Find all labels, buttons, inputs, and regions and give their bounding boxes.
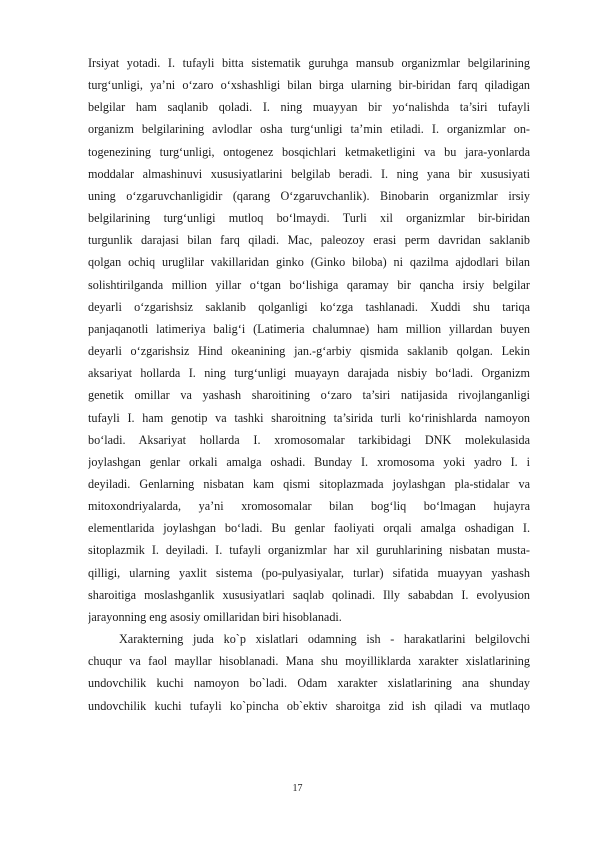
paragraph-heredity bbox=[88, 52, 530, 628]
text-line: joylashgan genlar orkali amalga oshadi. Bunday I. xromosoma yoki yadro I. i bbox=[88, 454, 530, 469]
text-line: qolgan ochiq uruglilar vakillaridan ginko (Ginko biloba) ni qazilma ajdodlari bilan bbox=[88, 255, 530, 270]
text-line: deyarli o‘zgarishsiz saklanib qolganligi ko‘zga tashlanadi. Xuddi shu tariqa bbox=[88, 299, 530, 314]
text-line: togenezining turg‘unligi, ontogenez bosqichlari ketmaketligini va bu jara-yonlarda bbox=[88, 144, 530, 159]
text-line: sitoplazmik I. deyiladi. I. tufayli organizmlar har xil guruhlarining nisbatan musta- bbox=[88, 543, 530, 558]
paragraph-character-traits bbox=[88, 628, 530, 717]
text-line: moddalar almashinuvi xususiyatlarini belgilab beradi. I. ning yana bir xususiyati bbox=[88, 166, 530, 181]
text-line: uning o‘zgaruvchanligidir (qarang O‘zgaruvchanlik). Binobarin organizmlar irsiy bbox=[88, 188, 530, 203]
text-line: Xarakterning juda ko`p xislatlari odamning ish - harakatlarini belgilovchi bbox=[119, 632, 530, 647]
text-line: undovchilik kuchi namoyon bo`ladi. Odam xarakter xislatlarining ana shunday bbox=[88, 676, 530, 691]
text-line: belgilar ham saqlanib qoladi. I. ning muayyan bir yo‘nalishda ta’siri tufayli bbox=[88, 100, 530, 115]
text-line: aksariyat hollarda I. ning turg‘unligi muayayn darajada nisbiy bo‘ladi. Organizm bbox=[88, 366, 530, 381]
text-line: tufayli I. ham genotip va tashki sharoitning ta’sirida turli ko‘rinishlarda namoyon bbox=[88, 410, 530, 425]
text-line: Irsiyat yotadi. I. tufayli bitta sistematik guruhga mansub organizmlar belgilarining bbox=[88, 56, 530, 70]
text-line: elementlarida joylashgan bo‘ladi. Bu genlar faoliyati orqali amalga oshadigan I. bbox=[88, 521, 530, 536]
page-number: 17 bbox=[292, 783, 303, 794]
text-line: solishtirilganda million yillar o‘tgan bo‘lishiga qaramay bir qancha irsiy belgilar bbox=[88, 277, 530, 292]
text-line: turg‘unligi, ya’ni o‘zaro o‘xshashligi bilan birga ularning bir-biridan farq qiladigan bbox=[88, 78, 530, 93]
text-line: jarayonning eng asosiy omillaridan biri hisoblanadi. bbox=[88, 609, 342, 624]
text-line: deyarli o‘zgarishsiz Hind okeanining jan.-g‘arbiy qismida saklanib qolgan. Lekin bbox=[88, 344, 530, 359]
text-line: bo‘ladi. Aksariyat hollarda I. xromosomalar tarkibidagi DNK molekulasida bbox=[88, 432, 530, 447]
text-line: turgunlik darajasi bilan farq qiladi. Mac, paleozoy erasi perm davridan saklanib bbox=[88, 233, 530, 248]
text-line: chuqur va faol mayllar hisoblanadi. Mana shu moyilliklarda xarakter xislatlarining bbox=[88, 654, 530, 669]
text-line: sharoitiga moslashganlik xususiyatlari saqlab qolinadi. Illy sababdan I. evolyusion bbox=[88, 587, 530, 602]
text-line: deyiladi. Genlarning nisbatan kam qismi sitoplazmada joylashgan pla-stidalar va bbox=[88, 476, 530, 491]
text-line: belgilarining turg‘unligi mutloq bo‘lmaydi. Turli xil organizmlar bir-biridan bbox=[88, 211, 530, 226]
text-line: panjaqanotli latimeriya balig‘i (Latimeria chalumnae) ham million yillardan buyen bbox=[88, 321, 530, 336]
document-page bbox=[88, 52, 530, 717]
text-line: undovchilik kuchi tufayli ko`pincha ob`ektiv sharoitga zid ish qiladi va mutlaqo bbox=[88, 698, 530, 713]
text-line: organizm belgilarining avlodlar osha turg‘unligi ta’min etiladi. I. organizmlar on- bbox=[88, 122, 530, 137]
text-line: genetik omillar va yashash sharoitining o‘zaro ta’siri natijasida rivojlanganligi bbox=[88, 388, 530, 403]
text-line: mitoxondriyalarda, ya’ni xromosomalar bilan bog‘liq bo‘lmagan hujayra bbox=[88, 499, 530, 514]
text-line: qilligi, ularning yaxlit sistema (po-pulyasiyalar, turlar) sifatida muayyan yashash bbox=[88, 565, 530, 580]
